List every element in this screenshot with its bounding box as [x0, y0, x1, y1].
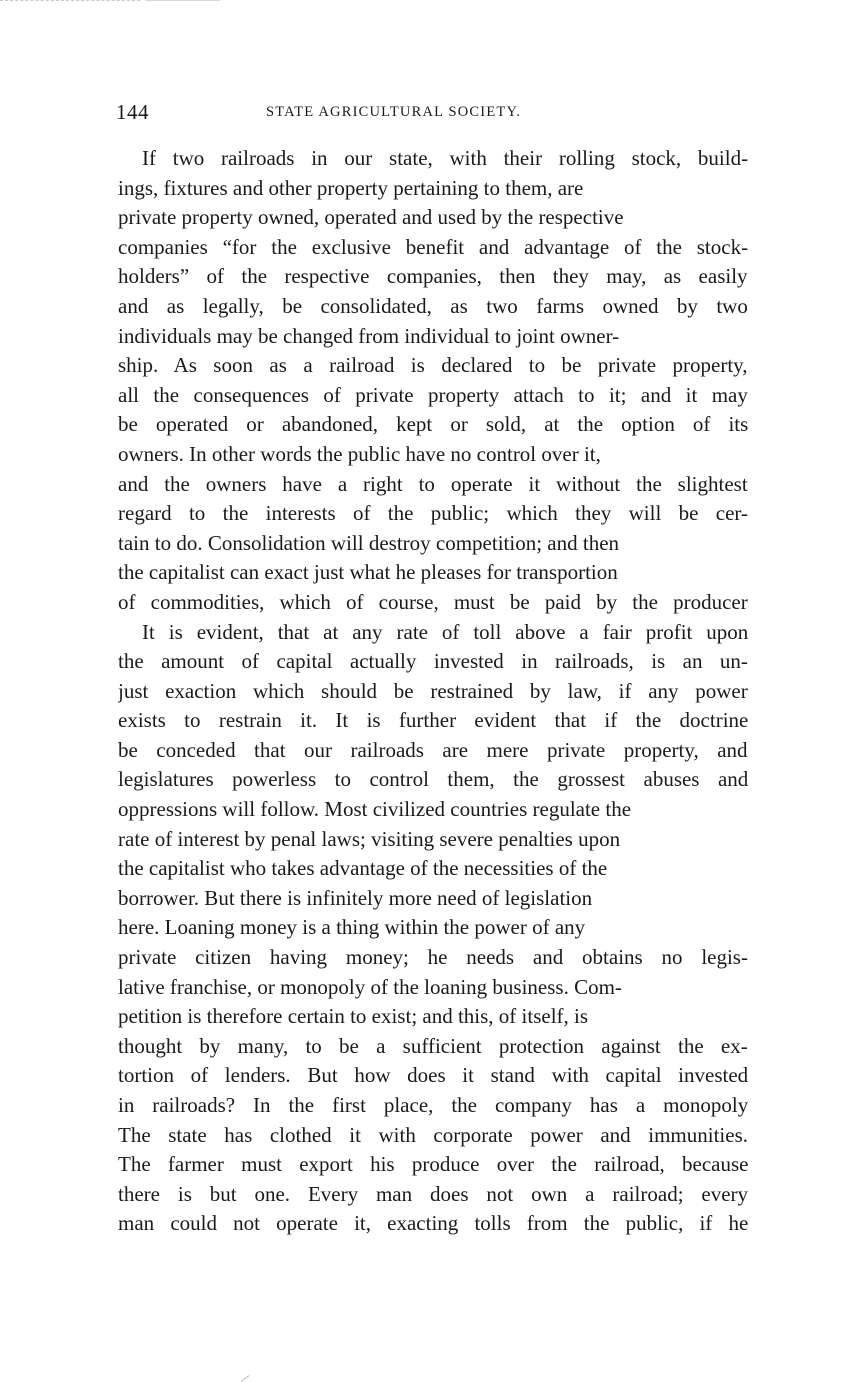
text-line: It is evident, that at any rate of toll above a fair profit upon: [142, 619, 748, 644]
text-line: oppressions will follow. Most civilized countries regulate the: [118, 797, 632, 822]
text-line: companies “for the exclusive benefit and advantage of the stock-: [118, 234, 748, 259]
text-line: just exaction which should be restrained by law, if any power: [118, 678, 748, 703]
text-line: private property owned, operated and used by the respective: [118, 205, 624, 230]
text-line: and as legally, be consolidated, as two farms owned by two: [118, 293, 748, 318]
text-line: The state has clothed it with corporate power and immunities.: [118, 1122, 748, 1147]
text-line: the amount of capital actually invested in railroads, is an un-: [118, 649, 748, 674]
text-line: and the owners have a right to operate it without the slightest: [118, 471, 748, 496]
text-line: individuals may be changed from individual to joint owner-: [118, 323, 620, 348]
text-line: owners. In other words the public have no control over it,: [118, 441, 601, 466]
scan-edge-mark: [145, 0, 220, 1]
text-line: The farmer must export his produce over the railroad, because: [118, 1152, 748, 1177]
text-line: man could not operate it, exacting tolls from the public, if he: [118, 1211, 748, 1236]
text-line: borrower. But there is infinitely more need of legislation: [118, 885, 593, 910]
text-line: exists to restrain it. It is further evident that if the doctrine: [118, 708, 748, 733]
text-line: holders” of the respective companies, then they may, as easily: [118, 264, 748, 289]
text-line: thought by many, to be a sufficient protection against the ex-: [118, 1033, 748, 1058]
text-line: the capitalist can exact just what he pleases for transportion: [118, 560, 618, 585]
text-line: lative franchise, or monopoly of the loaning business. Com-: [118, 974, 622, 999]
text-line: rate of interest by penal laws; visiting severe penalties upon: [118, 826, 621, 851]
text-line: tain to do. Consolidation will destroy competition; and then: [118, 530, 620, 555]
text-line: the capitalist who takes advantage of the necessities of the: [118, 856, 608, 881]
text-line: If two railroads in our state, with their rolling stock, build-: [142, 146, 748, 170]
page-header: [116, 100, 746, 128]
text-line: all the consequences of private property attach to it; and it may: [118, 382, 748, 407]
page-number: 144: [116, 100, 149, 124]
scan-edge-mark: [0, 0, 140, 1]
text-line: private citizen having money; he needs and obtains no legis-: [118, 945, 748, 970]
text-line: petition is therefore certain to exist; and this, of itself, is: [118, 1004, 589, 1029]
text-line: there is but one. Every man does not own a railroad; every: [118, 1181, 748, 1206]
text-line: here. Loaning money is a thing within the power of any: [118, 915, 586, 940]
paper-speck: [241, 1375, 250, 1382]
text-line: be conceded that our railroads are mere private property, and: [118, 737, 748, 762]
text-line: ings, fixtures and other property pertaining to them, are: [118, 175, 584, 200]
text-line: regard to the interests of the public; which they will be cer-: [118, 501, 748, 526]
text-line: in railroads? In the first place, the company has a monopoly: [118, 1093, 748, 1117]
text-line: legislatures powerless to control them, the grossest abuses and: [118, 767, 748, 792]
text-line: of commodities, which of course, must be paid by the producer: [118, 589, 748, 614]
text-line: ship. As soon as a railroad is declared to be private property,: [118, 353, 748, 378]
text-line: be operated or abandoned, kept or sold, at the option of its: [118, 412, 748, 437]
text-line: tortion of lenders. But how does it stand with capital invested: [118, 1063, 748, 1088]
body-text: [118, 144, 748, 1239]
running-head: STATE AGRICULTURAL SOCIETY.: [266, 104, 522, 120]
